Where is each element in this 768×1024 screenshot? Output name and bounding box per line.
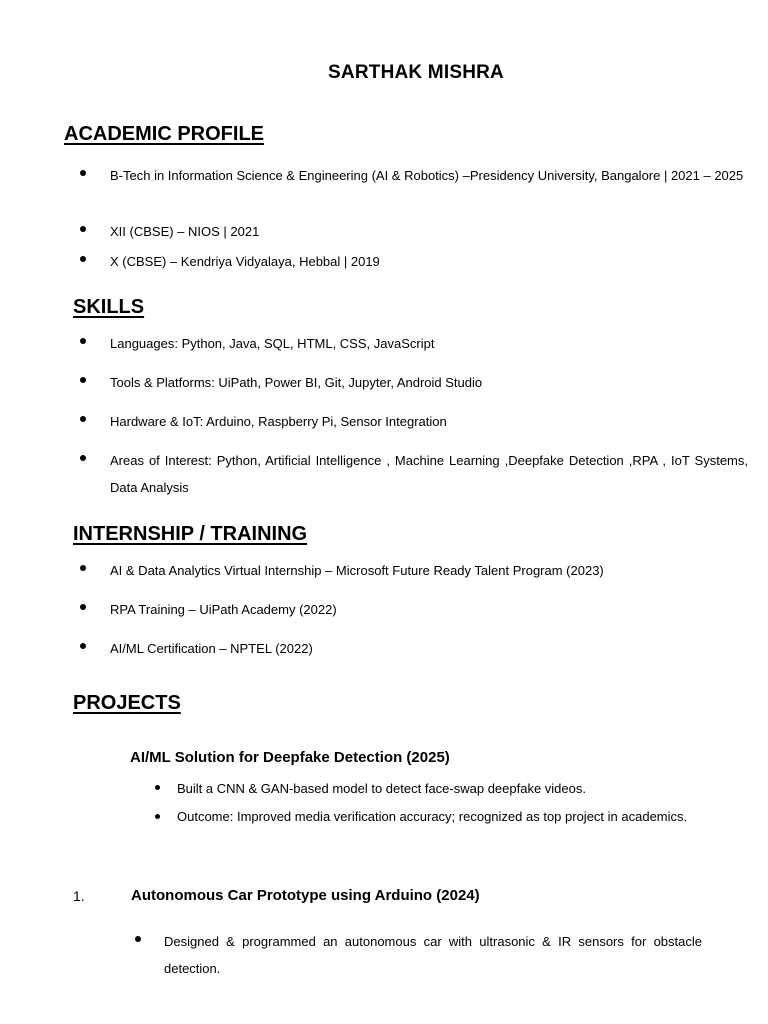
bullet-icon bbox=[80, 604, 86, 610]
project-title: AI/ML Solution for Deepfake Detection (2025) bbox=[130, 749, 450, 766]
bullet-icon bbox=[135, 936, 141, 942]
project-number: 1. bbox=[73, 888, 85, 904]
list-item-text: X (CBSE) – Kendriya Vidyalaya, Hebbal | 2019 bbox=[110, 254, 380, 269]
list-item-text: Outcome: Improved media verification accuracy; recognized as top project in academics. bbox=[177, 809, 688, 824]
bullet-icon bbox=[155, 785, 160, 790]
list-item-text: Tools & Platforms: UiPath, Power BI, Git, Jupyter, Android Studio bbox=[110, 375, 483, 390]
list-item-text: XII (CBSE) – NIOS | 2021 bbox=[110, 224, 260, 239]
bullet-icon bbox=[80, 416, 86, 422]
bullet-icon bbox=[80, 226, 86, 232]
bullet-icon bbox=[80, 455, 86, 461]
candidate-name: SARTHAK MISHRA bbox=[328, 62, 504, 83]
internship-heading: INTERNSHIP / TRAINING bbox=[73, 523, 308, 545]
list-item-text: Hardware & IoT: Arduino, Raspberry Pi, Sensor Integration bbox=[110, 414, 447, 429]
bullet-icon bbox=[80, 256, 86, 262]
project-title: Autonomous Car Prototype using Arduino (2024) bbox=[131, 887, 480, 904]
bullet-icon bbox=[155, 814, 160, 819]
list-item-text: Designed & programmed an autonomous car with ultrasonic & IR sensors for obstacle detection. bbox=[164, 934, 702, 976]
list-item-text: RPA Training – UiPath Academy (2022) bbox=[110, 602, 337, 617]
list-item-text: B-Tech in Information Science & Engineering (AI & Robotics) –Presidency University, Bangalore | 2021 – 2025 bbox=[110, 168, 744, 183]
bullet-icon bbox=[80, 170, 86, 176]
skills-heading: SKILLS bbox=[73, 296, 145, 318]
bullet-icon bbox=[80, 565, 86, 571]
list-item-text: Areas of Interest: Python, Artificial Intelligence , Machine Learning ,Deepfake Detection ,RPA , IoT Systems, Data Analysis bbox=[110, 453, 748, 495]
projects-heading: PROJECTS bbox=[73, 692, 181, 714]
list-item-text: AI/ML Certification – NPTEL (2022) bbox=[110, 641, 313, 656]
list-item-text: Languages: Python, Java, SQL, HTML, CSS, JavaScript bbox=[110, 336, 435, 351]
bullet-icon bbox=[80, 377, 86, 383]
academic-heading: ACADEMIC PROFILE bbox=[64, 123, 264, 145]
list-item-text: AI & Data Analytics Virtual Internship – Microsoft Future Ready Talent Program (2023) bbox=[110, 563, 604, 578]
bullet-icon bbox=[80, 643, 86, 649]
bullet-icon bbox=[80, 338, 86, 344]
list-item-text: Built a CNN & GAN-based model to detect face-swap deepfake videos. bbox=[177, 781, 586, 796]
